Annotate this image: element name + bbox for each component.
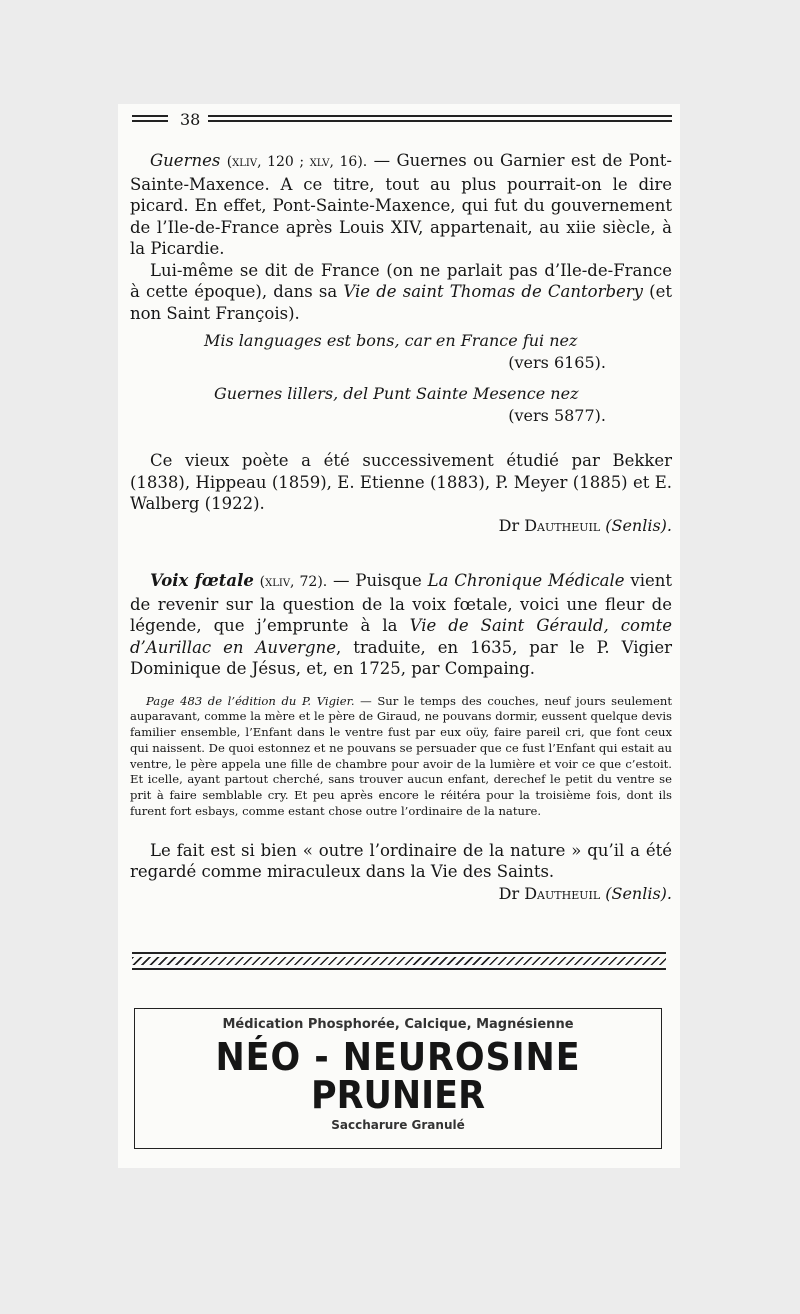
paragraph: Ce vieux poète a été successivement étudié par Bekker (1838), Hippeau (1859), E. Etienne (1883), P. Meyer (1885) et E. Walberg (1922).	[130, 451, 672, 513]
quotation	[130, 694, 672, 820]
paragraph-text: — Puisque	[327, 571, 428, 590]
ad-tagline: Médication Phosphorée, Calcique, Magnésienne	[222, 1017, 574, 1032]
page-header	[132, 110, 672, 128]
signature-place: (Senlis).	[605, 515, 672, 535]
separator-rule	[132, 968, 666, 970]
signature	[130, 515, 672, 537]
reference: (xliv, 120 ; xlv, 16).	[226, 154, 368, 170]
verse-line: Guernes lillers, del Punt Sainte Mesence nez	[214, 384, 579, 403]
verse-reference: (vers 5877).	[508, 405, 606, 425]
paragraph	[130, 150, 672, 260]
decorative-separator	[132, 952, 666, 970]
verse-reference: (vers 6165).	[508, 352, 606, 372]
document-page	[118, 104, 680, 1168]
separator-rule	[132, 952, 666, 954]
ad-product-name: NÉO - NEUROSINE	[215, 1035, 581, 1079]
header-rule-left	[132, 115, 168, 122]
paragraph-text: (et non Saint François).	[130, 282, 672, 323]
signature	[130, 883, 672, 905]
entry-heading: Voix fœtale	[150, 571, 254, 590]
reference: (xliv, 72).	[259, 574, 328, 590]
paragraph: Le fait est si bien « outre l’ordinaire de la nature » qu’il a été regardé comme miraculeux dans la Vie des Saints.	[130, 840, 672, 882]
journal-title: La Chronique Médicale	[427, 571, 625, 590]
paragraph-text: — Guernes ou Garnier est de Pont-Sainte-Maxence. A ce titre, tout au plus pourrait-on le dire picard. En effet, Pont-Sainte-Maxence, qui fut du gouvernement de l’Ile-de-France après Louis XIV, appartenait, au xiie siècle, à la Picardie.	[130, 151, 672, 258]
section-voix-foetale	[130, 570, 672, 904]
ad-subtitle: Saccharure Granulé	[331, 1118, 465, 1132]
signature-name: Dautheuil	[524, 515, 601, 535]
paragraph	[130, 260, 672, 325]
separator-wave	[132, 957, 666, 965]
signature-prefix: Dr	[498, 515, 525, 535]
signature-name: Dautheuil	[524, 883, 601, 903]
paragraph-text: , traduite, en 1635, par le P. Vigier Dominique de Jésus, et, en 1725, par Compaing.	[130, 637, 672, 678]
signature-place: (Senlis).	[605, 883, 672, 903]
entry-heading: Guernes	[150, 151, 221, 170]
signature-prefix: Dr	[498, 883, 525, 903]
header-rule-right	[208, 115, 672, 122]
book-title: Vie de Saint Gérauld, comte d’Aurillac en Auvergne	[130, 616, 672, 657]
book-title: Vie de saint Thomas de Cantorbery	[343, 282, 643, 301]
section-guernes	[130, 150, 672, 536]
quotation-source: Page 483 de l’édition du P. Vigier.	[146, 693, 355, 708]
verse-line: Mis languages est bons, car en France fui nez	[204, 331, 578, 350]
paragraph-text: Lui-même se dit de France (on ne parlait pas d’Ile-de-France à cette époque), dans sa	[130, 260, 672, 301]
page-number: 38	[180, 110, 201, 129]
ad-brand-name: PRUNIER	[310, 1073, 485, 1117]
advertisement	[134, 1008, 662, 1149]
paragraph	[130, 570, 672, 680]
paragraph-text: vient de revenir sur la question de la voix fœtale, voici une fleur de légende, que j’emprunte à la	[130, 571, 673, 635]
quotation-text: — Sur le temps des couches, neuf jours seulement auparavant, comme la mère et le père de Giraud, ne pouvans dormir, eussent quelque devis familier ensemble, l’Enfant dans le ventre fust par eux oüy, faire pareil cri, que font ceux qui naissent. De quoi estonnez et ne pouvans se persuader que ce fust l’Enfant qui estait au ventre, le père appela une fille de chambre pour avoir de la lumière et voir ce que c’estoit. Et icelle, ayant partout cherché, sans trouver aucun enfant, derechef le petit du ventre se prit à faire semblable cry. Et peu après encore le réitéra pour la troisième fois, dont ils furent fort esbays, comme estant chose outre l’ordinaire de la nature.	[130, 693, 672, 819]
